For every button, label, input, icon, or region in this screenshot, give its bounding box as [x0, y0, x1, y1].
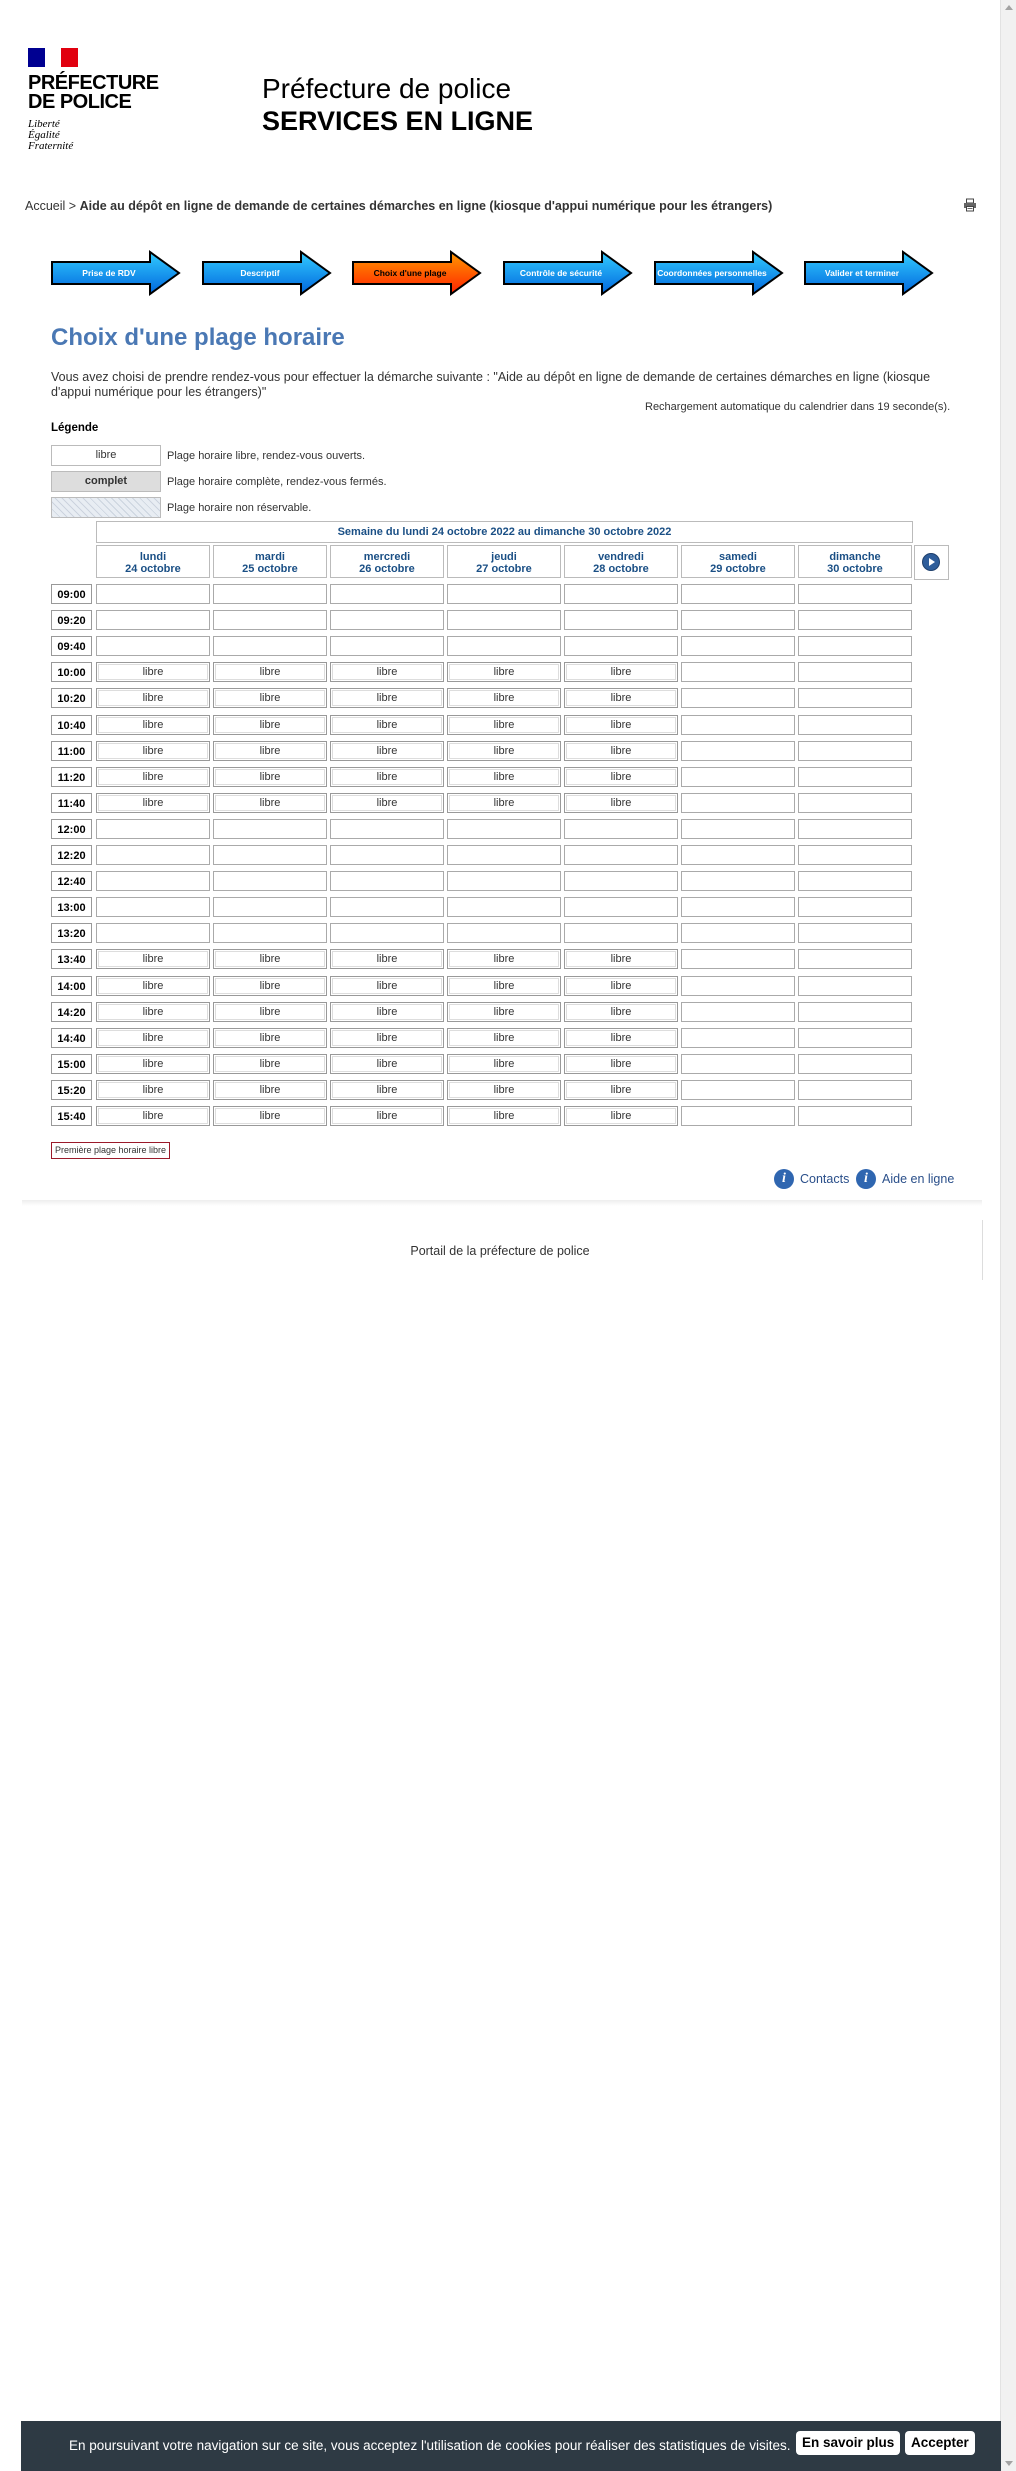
slot-non-reservable — [330, 819, 444, 839]
procedure-description: Vous avez choisi de prendre rendez-vous pour effectuer la démarche suivante : "Aide au dépôt en ligne de demande de certaines démarches en ligne (kiosque d'appui numérique pour les étrangers)" — [51, 370, 931, 399]
slot-libre[interactable]: libre — [564, 949, 678, 969]
slot-non-reservable — [798, 610, 912, 630]
slot-non-reservable — [798, 923, 912, 943]
slot-libre[interactable]: libre — [564, 976, 678, 996]
slot-libre[interactable]: libre — [213, 1106, 327, 1126]
slot-non-reservable — [681, 1080, 795, 1100]
slot-non-reservable — [681, 949, 795, 969]
slot-non-reservable — [681, 1106, 795, 1126]
day-name: vendredi — [598, 551, 644, 563]
slot-libre[interactable]: libre — [330, 793, 444, 813]
slot-libre[interactable]: libre — [564, 793, 678, 813]
slot-non-reservable — [96, 897, 210, 917]
day-date: 26 octobre — [359, 563, 415, 575]
slot-non-reservable — [798, 897, 912, 917]
slot-libre[interactable]: libre — [447, 1002, 561, 1022]
slot-non-reservable — [447, 636, 561, 656]
slot-non-reservable — [681, 897, 795, 917]
day-header-mardi — [213, 545, 327, 578]
slot-non-reservable — [213, 610, 327, 630]
day-date: 30 octobre — [827, 563, 883, 575]
day-name: jeudi — [491, 551, 517, 563]
slot-non-reservable — [798, 1054, 912, 1074]
slot-libre[interactable]: libre — [330, 1028, 444, 1048]
step-label: Descriptif — [240, 268, 280, 278]
slot-non-reservable — [681, 845, 795, 865]
time-label: 14:00 — [51, 976, 92, 996]
slot-non-reservable — [798, 688, 912, 708]
motto-egalite: Égalité — [28, 129, 60, 141]
slot-libre[interactable]: libre — [96, 1080, 210, 1100]
step-4 — [502, 250, 634, 296]
breadcrumb-current: Aide au dépôt en ligne de demande de certaines démarches en ligne (kiosque d'appui numérique pour les étrangers) — [79, 199, 773, 213]
time-label: 13:20 — [51, 923, 92, 943]
slot-non-reservable — [798, 662, 912, 682]
slot-libre[interactable]: libre — [213, 976, 327, 996]
slot-libre[interactable]: libre — [213, 1080, 327, 1100]
slot-libre[interactable]: libre — [96, 1028, 210, 1048]
motto-liberte: Liberté — [28, 118, 60, 130]
motto-fraternite: Fraternité — [28, 140, 74, 152]
slot-non-reservable — [681, 923, 795, 943]
cookie-message: En poursuivant votre navigation sur ce site, vous acceptez l'utilisation de cookies pour réaliser des statistiques de visites. — [69, 2438, 791, 2453]
slot-libre[interactable]: libre — [564, 1028, 678, 1048]
slot-libre[interactable]: libre — [447, 1028, 561, 1048]
site-header — [0, 0, 1000, 180]
slot-non-reservable — [447, 897, 561, 917]
slot-non-reservable — [213, 584, 327, 604]
slot-non-reservable — [681, 819, 795, 839]
slot-non-reservable — [564, 584, 678, 604]
slot-non-reservable — [681, 688, 795, 708]
slot-libre[interactable]: libre — [330, 1054, 444, 1074]
cookie-more-button[interactable]: En savoir plus — [796, 2431, 900, 2455]
cookie-banner — [21, 2421, 1001, 2471]
slot-non-reservable — [447, 584, 561, 604]
time-label: 10:20 — [51, 688, 92, 708]
slot-non-reservable — [96, 923, 210, 943]
slot-libre[interactable]: libre — [330, 1002, 444, 1022]
slot-libre[interactable]: libre — [96, 1054, 210, 1074]
slot-non-reservable — [564, 610, 678, 630]
step-1 — [50, 250, 182, 296]
slot-non-reservable — [681, 610, 795, 630]
time-label: 09:40 — [51, 636, 92, 656]
slot-non-reservable — [681, 662, 795, 682]
step-label: Choix d'une plage — [373, 268, 447, 278]
slot-non-reservable — [798, 949, 912, 969]
time-label: 10:40 — [51, 715, 92, 735]
slot-libre[interactable]: libre — [564, 1054, 678, 1074]
slot-non-reservable — [798, 1028, 912, 1048]
slot-non-reservable — [447, 610, 561, 630]
slot-libre[interactable]: libre — [96, 688, 210, 708]
slot-non-reservable — [681, 1002, 795, 1022]
day-header-jeudi — [447, 545, 561, 578]
slot-non-reservable — [681, 636, 795, 656]
next-arrow-icon — [922, 553, 940, 571]
legend-text-non-reservable: Plage horaire non réservable. — [167, 502, 312, 514]
slot-non-reservable — [681, 793, 795, 813]
slot-non-reservable — [96, 819, 210, 839]
step-label: Contrôle de sécurité — [519, 268, 603, 278]
slot-libre[interactable]: libre — [330, 949, 444, 969]
logo-line-2: DE POLICE — [28, 91, 132, 113]
slot-libre[interactable]: libre — [213, 688, 327, 708]
slot-libre[interactable]: libre — [213, 741, 327, 761]
info-icon: i — [774, 1169, 794, 1189]
slot-non-reservable — [96, 584, 210, 604]
slot-libre[interactable]: libre — [330, 1106, 444, 1126]
slot-non-reservable — [564, 871, 678, 891]
time-label: 15:20 — [51, 1080, 92, 1100]
slot-non-reservable — [96, 845, 210, 865]
day-date: 25 octobre — [242, 563, 298, 575]
slot-non-reservable — [330, 923, 444, 943]
step-2 — [201, 250, 333, 296]
slot-libre[interactable]: libre — [447, 767, 561, 787]
slot-libre[interactable]: libre — [96, 715, 210, 735]
slot-non-reservable — [213, 897, 327, 917]
slot-libre[interactable]: libre — [447, 793, 561, 813]
slot-non-reservable — [330, 871, 444, 891]
slot-libre[interactable]: libre — [213, 793, 327, 813]
progress-steps — [50, 250, 930, 296]
day-name: dimanche — [829, 551, 881, 563]
time-label: 11:00 — [51, 741, 92, 761]
legend-title: Légende — [51, 422, 99, 434]
slot-non-reservable — [681, 1028, 795, 1048]
day-header-vendredi — [564, 545, 678, 578]
slot-libre[interactable]: libre — [330, 741, 444, 761]
time-label: 15:40 — [51, 1106, 92, 1126]
slot-non-reservable — [213, 923, 327, 943]
slot-libre[interactable]: libre — [213, 715, 327, 735]
slot-libre[interactable]: libre — [213, 1054, 327, 1074]
slot-non-reservable — [330, 584, 444, 604]
step-6 — [803, 250, 935, 296]
slot-libre[interactable]: libre — [447, 976, 561, 996]
week-label: Semaine du lundi 24 octobre 2022 au dimanche 30 octobre 2022 — [96, 521, 913, 543]
slot-non-reservable — [681, 584, 795, 604]
slot-libre[interactable]: libre — [564, 741, 678, 761]
step-5 — [653, 250, 785, 296]
slot-non-reservable — [213, 819, 327, 839]
slot-libre[interactable]: libre — [447, 688, 561, 708]
slot-non-reservable — [798, 793, 912, 813]
slot-non-reservable — [330, 897, 444, 917]
slot-non-reservable — [564, 845, 678, 865]
time-label: 11:40 — [51, 793, 92, 813]
slot-libre[interactable]: libre — [564, 767, 678, 787]
contacts-label: Contacts — [800, 1172, 850, 1186]
slot-non-reservable — [798, 819, 912, 839]
time-label: 11:20 — [51, 767, 92, 787]
slot-non-reservable — [798, 1080, 912, 1100]
breadcrumb-separator: > — [68, 199, 77, 213]
slot-non-reservable — [330, 636, 444, 656]
slot-non-reservable — [96, 610, 210, 630]
next-week-button[interactable] — [914, 545, 949, 580]
slot-non-reservable — [213, 636, 327, 656]
time-label: 15:00 — [51, 1054, 92, 1074]
slot-libre[interactable]: libre — [564, 715, 678, 735]
slot-libre[interactable]: libre — [96, 662, 210, 682]
slot-libre[interactable]: libre — [447, 715, 561, 735]
legend-box-non-reservable — [51, 497, 161, 518]
day-name: samedi — [719, 551, 757, 563]
time-label: 09:00 — [51, 584, 92, 604]
site-subtitle: SERVICES EN LIGNE — [262, 106, 534, 136]
time-label: 12:00 — [51, 819, 92, 839]
day-date: 24 octobre — [125, 563, 181, 575]
slot-libre[interactable]: libre — [330, 715, 444, 735]
slot-non-reservable — [564, 923, 678, 943]
slot-libre[interactable]: libre — [213, 1028, 327, 1048]
slot-libre[interactable]: libre — [330, 662, 444, 682]
slot-non-reservable — [447, 819, 561, 839]
day-header-lundi — [96, 545, 210, 578]
reload-countdown: Rechargement automatique du calendrier dans 19 seconde(s). — [645, 401, 951, 413]
day-header-dimanche — [798, 545, 912, 578]
prefecture-logo[interactable] — [28, 48, 158, 152]
day-date: 27 octobre — [476, 563, 532, 575]
slot-non-reservable — [330, 845, 444, 865]
slot-non-reservable — [798, 871, 912, 891]
slot-libre[interactable]: libre — [213, 1002, 327, 1022]
time-label: 14:20 — [51, 1002, 92, 1022]
day-name: mercredi — [363, 551, 411, 563]
slot-non-reservable — [330, 610, 444, 630]
slot-libre[interactable]: libre — [213, 662, 327, 682]
step-label: Coordonnées personnelles — [657, 268, 767, 278]
day-date: 28 octobre — [593, 563, 649, 575]
slot-non-reservable — [213, 871, 327, 891]
slot-libre[interactable]: libre — [96, 1002, 210, 1022]
day-header-samedi — [681, 545, 795, 578]
footer-portal-link[interactable]: Portail de la préfecture de police — [410, 1244, 590, 1258]
slot-libre[interactable]: libre — [96, 741, 210, 761]
breadcrumb — [25, 199, 945, 213]
slot-non-reservable — [798, 976, 912, 996]
slot-non-reservable — [798, 715, 912, 735]
time-label: 13:00 — [51, 897, 92, 917]
slot-libre[interactable]: libre — [213, 767, 327, 787]
day-header-mercredi — [330, 545, 444, 578]
page-scrollbar[interactable] — [1000, 0, 1016, 2471]
time-label: 09:20 — [51, 610, 92, 630]
slot-non-reservable — [798, 741, 912, 761]
first-free-slot-button[interactable]: Première plage horaire libre — [51, 1142, 170, 1159]
slot-libre[interactable]: libre — [96, 767, 210, 787]
slot-non-reservable — [681, 767, 795, 787]
slot-non-reservable — [447, 845, 561, 865]
slot-non-reservable — [564, 819, 678, 839]
time-label: 13:40 — [51, 949, 92, 969]
slot-non-reservable — [798, 584, 912, 604]
slot-non-reservable — [447, 923, 561, 943]
slot-libre[interactable]: libre — [447, 1054, 561, 1074]
slot-libre[interactable]: libre — [330, 767, 444, 787]
time-label: 14:40 — [51, 1028, 92, 1048]
day-name: mardi — [255, 551, 285, 563]
breadcrumb-home-link[interactable]: Accueil — [25, 199, 66, 213]
slot-non-reservable — [798, 1002, 912, 1022]
slot-libre[interactable]: libre — [96, 793, 210, 813]
slot-non-reservable — [681, 715, 795, 735]
slot-libre[interactable]: libre — [564, 1080, 678, 1100]
slot-non-reservable — [681, 1054, 795, 1074]
page-title: Choix d'une plage horaire — [51, 324, 345, 351]
cookie-accept-button[interactable]: Accepter — [905, 2431, 975, 2455]
slot-non-reservable — [564, 897, 678, 917]
republic-motto — [28, 119, 158, 152]
slot-libre[interactable]: libre — [96, 976, 210, 996]
republic-flag-icon — [28, 48, 78, 67]
time-label: 10:00 — [51, 662, 92, 682]
legend-box-complet: complet — [51, 471, 161, 492]
footer-separator — [22, 1200, 982, 1206]
slot-non-reservable — [681, 871, 795, 891]
site-title: Préfecture de police — [262, 73, 512, 104]
slot-libre[interactable]: libre — [447, 741, 561, 761]
slot-libre[interactable]: libre — [564, 1002, 678, 1022]
online-help-label: Aide en ligne — [882, 1172, 955, 1186]
slot-non-reservable — [681, 976, 795, 996]
slot-libre[interactable]: libre — [564, 662, 678, 682]
slot-libre[interactable]: libre — [447, 662, 561, 682]
logo-line-1: PRÉFECTURE — [28, 72, 159, 94]
slot-non-reservable — [213, 845, 327, 865]
slot-non-reservable — [96, 871, 210, 891]
slot-non-reservable — [798, 1106, 912, 1126]
slot-libre[interactable]: libre — [564, 1106, 678, 1126]
slot-libre[interactable]: libre — [330, 688, 444, 708]
logo-name — [28, 74, 158, 112]
slot-libre[interactable]: libre — [330, 1080, 444, 1100]
slot-non-reservable — [798, 767, 912, 787]
slot-libre[interactable]: libre — [96, 949, 210, 969]
slot-non-reservable — [96, 636, 210, 656]
slot-non-reservable — [681, 741, 795, 761]
slot-libre[interactable]: libre — [447, 1080, 561, 1100]
slot-libre[interactable]: libre — [564, 688, 678, 708]
step-label: Valider et terminer — [824, 268, 900, 278]
time-label: 12:20 — [51, 845, 92, 865]
slot-libre[interactable]: libre — [447, 949, 561, 969]
info-icon: i — [856, 1169, 876, 1189]
day-name: lundi — [139, 551, 167, 563]
slot-non-reservable — [564, 636, 678, 656]
slot-libre[interactable]: libre — [447, 1106, 561, 1126]
slot-libre[interactable]: libre — [330, 976, 444, 996]
slot-non-reservable — [447, 871, 561, 891]
print-icon[interactable] — [963, 198, 977, 212]
time-label: 12:40 — [51, 871, 92, 891]
step-3 — [351, 250, 483, 296]
slot-libre[interactable]: libre — [96, 1106, 210, 1126]
legend-box-libre: libre — [51, 445, 161, 466]
slot-libre[interactable]: libre — [213, 949, 327, 969]
slot-non-reservable — [798, 845, 912, 865]
legend-text-complet: Plage horaire complète, rendez-vous fermés. — [167, 476, 387, 488]
legend-text-libre: Plage horaire libre, rendez-vous ouverts. — [167, 450, 366, 462]
slot-non-reservable — [798, 636, 912, 656]
day-date: 29 octobre — [710, 563, 766, 575]
step-label: Prise de RDV — [82, 268, 136, 278]
